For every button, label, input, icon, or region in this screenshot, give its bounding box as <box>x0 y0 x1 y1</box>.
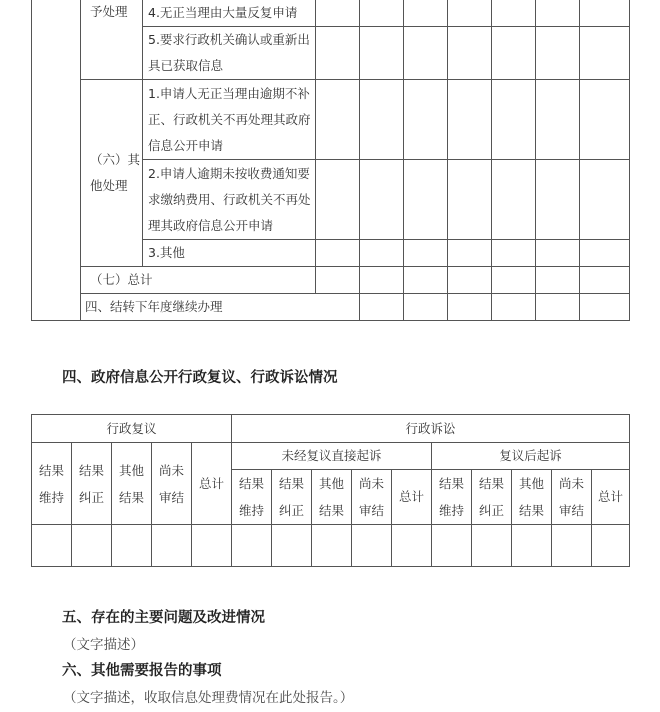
value-cell <box>432 525 472 567</box>
value-cell <box>360 294 404 321</box>
value-cell <box>492 160 536 240</box>
value-cell <box>404 294 448 321</box>
category-cell: （六）其 他处理 <box>81 80 143 267</box>
value-cell <box>552 525 592 567</box>
column-header: 尚未 审结 <box>552 470 592 525</box>
item-cell: 4.无正当理由大量反复申请 <box>143 0 316 27</box>
value-cell <box>580 267 630 294</box>
table-row <box>32 525 630 567</box>
admin-review-header: 行政复议 <box>32 415 232 443</box>
value-cell <box>448 267 492 294</box>
value-cell <box>580 240 630 267</box>
value-cell <box>232 525 272 567</box>
value-cell <box>316 80 360 160</box>
column-header: 其他 结果 <box>512 470 552 525</box>
value-cell <box>404 160 448 240</box>
value-cell <box>580 80 630 160</box>
value-cell <box>492 267 536 294</box>
section5-description: （文字描述） <box>63 637 144 653</box>
column-header: 尚未 审结 <box>152 443 192 525</box>
section6-description: （文字描述，收取信息处理费情况在此处报告。） <box>63 690 354 706</box>
column-header: 结果 维持 <box>432 470 472 525</box>
value-cell <box>360 160 404 240</box>
column-header: 其他 结果 <box>312 470 352 525</box>
value-cell <box>316 267 360 294</box>
value-cell <box>360 27 404 80</box>
value-cell <box>312 525 352 567</box>
item-cell: 5.要求行政机关确认或重新出 具已获取信息 <box>143 27 316 80</box>
table-row <box>32 443 630 470</box>
section5-title: 五、存在的主要问题及改进情况 <box>62 609 265 626</box>
application-results-table <box>31 0 630 321</box>
column-header: 结果 纠正 <box>72 443 112 525</box>
column-header: 结果 维持 <box>232 470 272 525</box>
value-cell <box>448 240 492 267</box>
value-cell <box>492 294 536 321</box>
value-cell <box>360 0 404 27</box>
column-header: 总计 <box>192 443 232 525</box>
value-cell <box>316 240 360 267</box>
column-header: 结果 维持 <box>32 443 72 525</box>
table-row <box>32 80 630 160</box>
value-cell <box>404 240 448 267</box>
value-cell <box>192 525 232 567</box>
value-cell <box>448 80 492 160</box>
value-cell <box>580 160 630 240</box>
table-row <box>32 267 630 294</box>
value-cell <box>360 240 404 267</box>
direct-suit-header: 未经复议直接起诉 <box>232 443 432 470</box>
value-cell <box>492 240 536 267</box>
value-cell <box>448 160 492 240</box>
item-cell: 1.申请人无正当理由逾期不补 正、行政机关不再处理其政府 信息公开申请 <box>143 80 316 160</box>
value-cell <box>404 80 448 160</box>
value-cell <box>32 525 72 567</box>
value-cell <box>536 160 580 240</box>
value-cell <box>580 0 630 27</box>
column-header: 结果 纠正 <box>272 470 312 525</box>
value-cell <box>352 525 392 567</box>
carry-over-label-cell: 四、结转下年度继续办理 <box>81 294 360 321</box>
section6-title: 六、其他需要报告的事项 <box>62 662 222 679</box>
category-cell: 予处理 <box>81 0 143 80</box>
value-cell <box>536 0 580 27</box>
value-cell <box>536 80 580 160</box>
value-cell <box>536 240 580 267</box>
item-cell: 2.申请人逾期未按收费通知要 求缴纳费用、行政机关不再处 理其政府信息公开申请 <box>143 160 316 240</box>
column-header: 结果 纠正 <box>472 470 512 525</box>
item-cell: 3.其他 <box>143 240 316 267</box>
value-cell <box>536 267 580 294</box>
value-cell <box>448 294 492 321</box>
section4-title: 四、政府信息公开行政复议、行政诉讼情况 <box>62 369 338 386</box>
value-cell <box>448 0 492 27</box>
value-cell <box>316 0 360 27</box>
value-cell <box>536 294 580 321</box>
value-cell <box>472 525 512 567</box>
value-cell <box>592 525 630 567</box>
value-cell <box>512 525 552 567</box>
value-cell <box>536 27 580 80</box>
admin-litigation-header: 行政诉讼 <box>232 415 630 443</box>
value-cell <box>316 160 360 240</box>
column-header: 其他 结果 <box>112 443 152 525</box>
value-cell <box>272 525 312 567</box>
table-row <box>32 0 630 27</box>
table-row <box>32 415 630 443</box>
column-header: 总计 <box>392 470 432 525</box>
value-cell <box>316 27 360 80</box>
value-cell <box>580 294 630 321</box>
table-row <box>32 294 630 321</box>
value-cell <box>152 525 192 567</box>
value-cell <box>112 525 152 567</box>
value-cell <box>404 267 448 294</box>
column-header: 尚未 审结 <box>352 470 392 525</box>
value-cell <box>404 27 448 80</box>
value-cell <box>360 267 404 294</box>
total-label-cell: （七）总计 <box>81 267 316 294</box>
value-cell <box>448 27 492 80</box>
after-review-suit-header: 复议后起诉 <box>432 443 630 470</box>
value-cell <box>404 0 448 27</box>
value-cell <box>492 27 536 80</box>
value-cell <box>392 525 432 567</box>
left-spacer-cell <box>32 0 81 321</box>
value-cell <box>72 525 112 567</box>
value-cell <box>360 80 404 160</box>
value-cell <box>492 80 536 160</box>
value-cell <box>580 27 630 80</box>
column-header: 总计 <box>592 470 630 525</box>
value-cell <box>492 0 536 27</box>
review-litigation-table <box>31 414 630 567</box>
